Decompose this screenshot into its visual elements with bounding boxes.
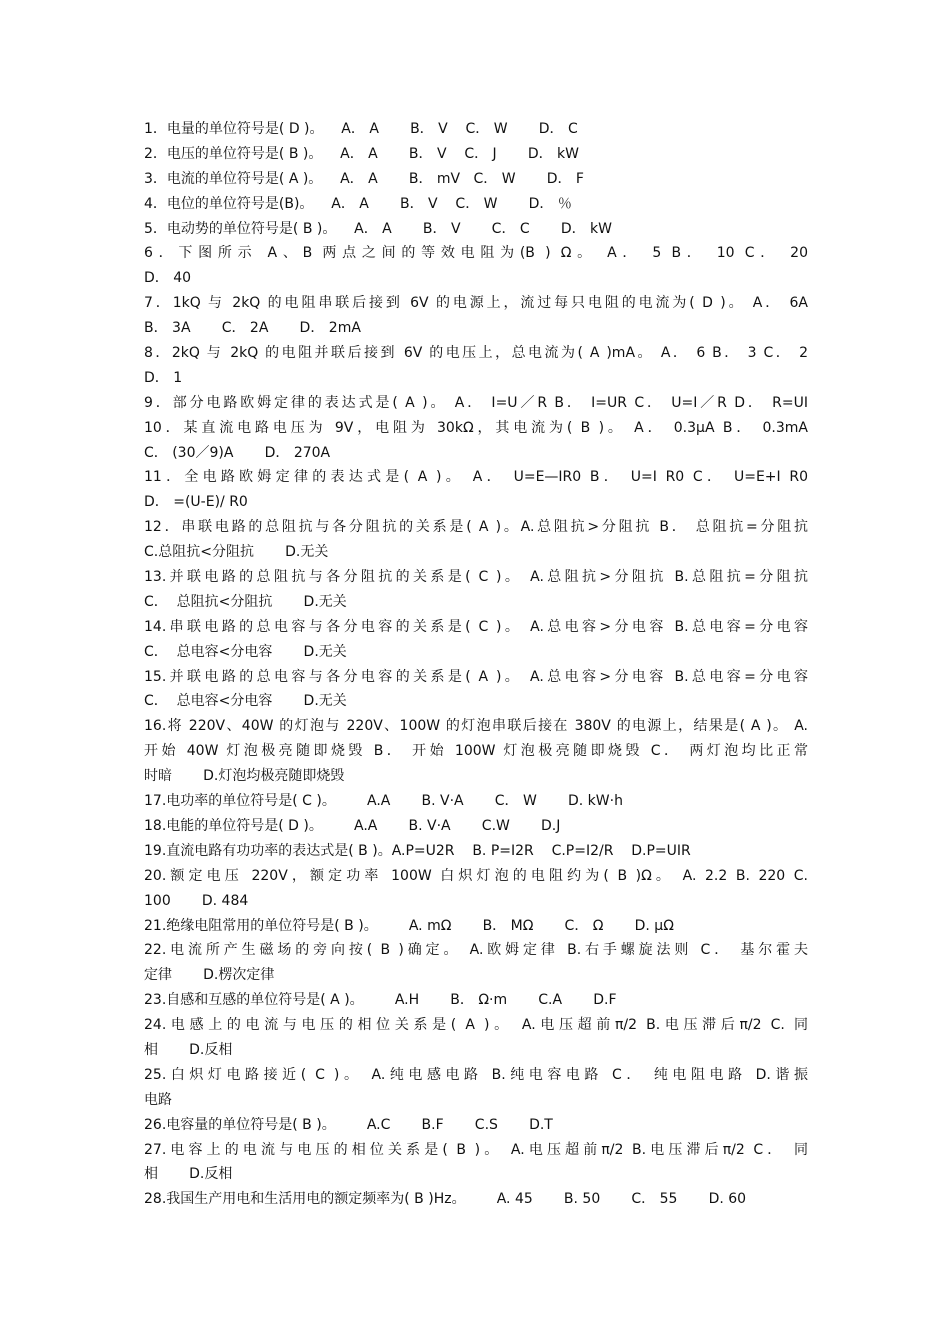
text-line: 5．电动势的单位符号是( B )。 A． A B． V C． C D． kW — [144, 220, 613, 237]
text-line: C.总阻抗<分阻抗 D.无关 — [144, 544, 329, 561]
text-line: D． 40 — [144, 270, 192, 287]
text-line: 开始 40W 灯泡极亮随即烧毁 B． 开始 100W 灯泡极亮随即烧毁 C． 两灯泡均比正常 — [144, 743, 808, 760]
text-line: C． (30／9)A D． 270A — [144, 444, 331, 461]
text-line: 9．部分电路欧姆定律的表达式是( A )。 A． I=U／R B． I=UR C． U=I／R D． R=UI — [144, 394, 808, 411]
text-line: 20.额定电压 220V，额定功率 100W 白炽灯泡的电阻约为( B )Ω。 A. 2.2 B. 220 C. — [144, 867, 808, 884]
text-line: 26.电容量的单位符号是( B )。 A.C B.F C.S D.T — [144, 1116, 553, 1133]
text-line: 10．某直流电路电压为 9V，电阻为 30kΩ，其电流为( B )。 A． 0.3μA B． 0.3mA — [144, 419, 808, 436]
text-line: 28.我国生产用电和生活用电的额定频率为( B )Hz。 A. 45 B. 50 C． 55 D. 60 — [144, 1191, 747, 1208]
text-line: 16.将 220V、40W 的灯泡与 220V、100W 的灯泡串联后接在 380V 的电源上，结果是( A )。 A. — [144, 718, 808, 735]
text-line: 15.并联电路的总电容与各分电容的关系是( A )。 A.总电容>分电容 B.总电容=分电容 — [144, 668, 808, 685]
text-line: 6．下图所示 A、B 两点之间的等效电阻为(B ) Ω。 A． 5 B． 10 C． 20 — [144, 245, 808, 262]
text-line: 100 D. 484 — [144, 892, 249, 909]
text-line: D． 1 — [144, 369, 183, 386]
text-line: 22.电流所产生磁场的旁向按( B )确定。 A.欧姆定律 B.右手螺旋法则 C． 基尔霍夫 — [144, 942, 808, 959]
question-list — [144, 117, 808, 1212]
text-line: B． 3A C． 2A D． 2mA — [144, 320, 361, 337]
text-line: 2．电压的单位符号是( B )。 A． A B． V C． J D． kW — [144, 145, 580, 162]
text-line: 3．电流的单位符号是( A )。 A． A B． mV C． W D． F — [144, 170, 584, 187]
text-line: 23.自感和互感的单位符号是( A )。 A.H B． Ω·m C.A D.F — [144, 992, 617, 1009]
text-line: 13.并联电路的总阻抗与各分阻抗的关系是( C )。 A.总阻抗>分阻抗 B.总阻抗=分阻抗 — [144, 569, 808, 586]
text-line: 21.绝缘电阻常用的单位符号是( B )。 A. mΩ B． MΩ C． Ω D. μΩ — [144, 917, 674, 934]
text-line: 7．1kQ 与 2kQ 的电阻串联后接到 6V 的电源上，流过每只电阻的电流为( D )。 A． 6A — [144, 295, 808, 312]
text-line: 1．电量的单位符号是( D )。 A． A B． V C． W D． C — [144, 121, 578, 137]
text-line: C． 总阻抗<分阻抗 D.无关 — [144, 593, 347, 610]
text-line: 14.串联电路的总电容与各分电容的关系是( C )。 A.总电容>分电容 B.总电容=分电容 — [144, 618, 808, 635]
text-line: 18.电能的单位符号是( D )。 A.A B. V·A C.W D.J — [144, 817, 561, 834]
text-line: C． 总电容<分电容 D.无关 — [144, 693, 347, 710]
text-line: 时暗 D.灯泡均极亮随即烧毁 — [144, 768, 345, 785]
text-line: 27.电容上的电流与电压的相位关系是( B )。 A.电压超前π/2 B.电压滞后π/2 C． 同 — [144, 1141, 808, 1158]
text-line: 相 D.反相 — [144, 1041, 233, 1058]
text-line: 19.直流电路有功功率的表达式是( B )。A.P=U2R B. P=I2R C.P=I2/R D.P=UIR — [144, 842, 691, 859]
text-line: 4．电位的单位符号是(B)。 A． A B． V C． W D． ％ — [144, 195, 572, 212]
text-line: 17.电功率的单位符号是( C )。 A.A B. V·A C． W D. kW·h — [144, 793, 623, 810]
text-line: 11．全电路欧姆定律的表达式是( A )。 A． U=E—IR0 B． U=I R0 C． U=E+I R0 — [144, 469, 808, 486]
text-line: 8．2kQ 与 2kQ 的电阻并联后接到 6V 的电压上，总电流为( A )mA。 A． 6 B． 3 C． 2 — [144, 345, 808, 362]
text-line: C． 总电容<分电容 D.无关 — [144, 643, 347, 660]
text-line: 定律 D.楞次定律 — [144, 967, 275, 984]
text-line: 相 D.反相 — [144, 1166, 233, 1183]
text-line: 25.白炽灯电路接近( C )。 A.纯电感电路 B.纯电容电路 C． 纯电阻电路 D.谐振 — [144, 1066, 808, 1083]
text-line: 24.电感上的电流与电压的相位关系是( A )。 A.电压超前π/2 B.电压滞后π/2 C. 同 — [144, 1017, 808, 1034]
text-line: 12．串联电路的总阻抗与各分阻抗的关系是( A )。A.总阻抗>分阻抗 B． 总阻抗=分阻抗 — [144, 519, 808, 536]
text-line: 电路 — [144, 1091, 172, 1108]
text-line: D． =(U-E)/ R0 — [144, 494, 248, 511]
